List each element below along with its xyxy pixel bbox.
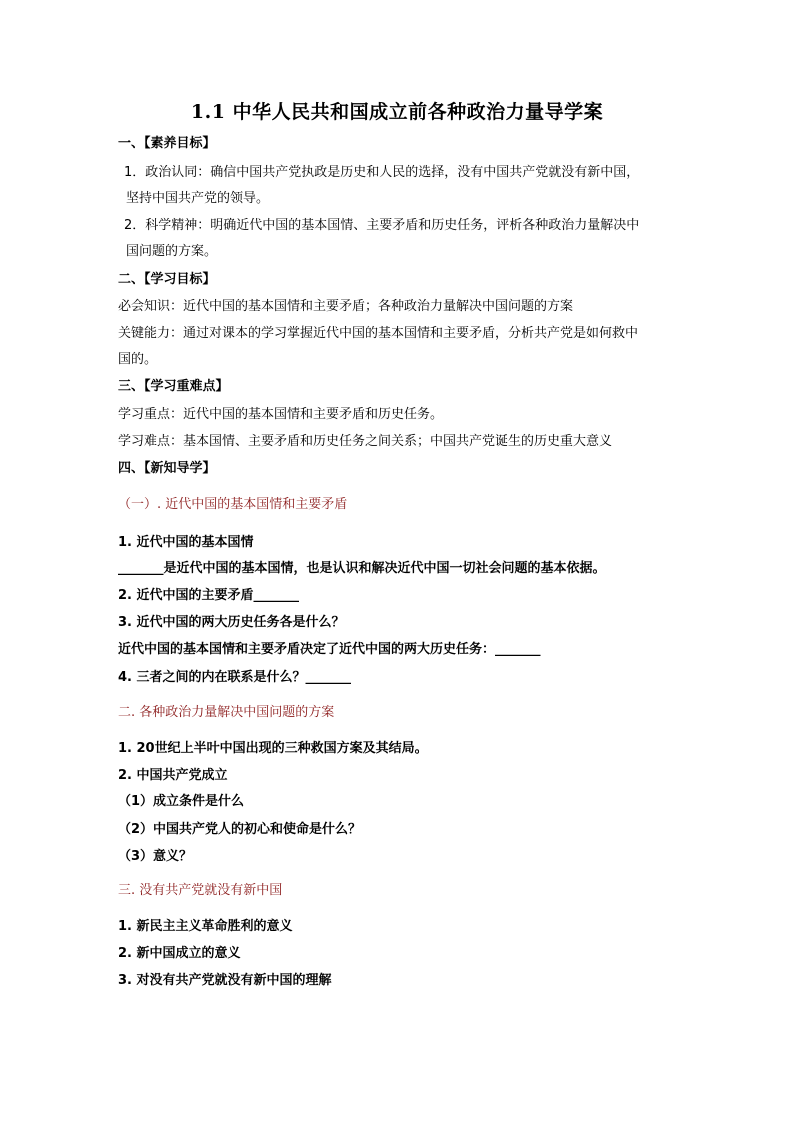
part2-question-2: 2. 中国共产党成立 bbox=[118, 768, 228, 783]
part2-question-1: 1. 20世纪上半叶中国出现的三种救国方案及其结局。 bbox=[118, 741, 428, 756]
part1-heading: （一）. 近代中国的基本国情和主要矛盾 bbox=[118, 497, 348, 512]
part1-question-1-fill: _______是近代中国的基本国情，也是认识和解决近代中国一切社会问题的基本依据。 bbox=[118, 561, 606, 576]
literacy-goal-1-line2: 坚持中国共产党的领导。 bbox=[126, 191, 270, 206]
part1-question-2: 2. 近代中国的主要矛盾_______ bbox=[118, 588, 300, 603]
part2-question-2b: （2）中国共产党人的初心和使命是什么？ bbox=[118, 822, 362, 837]
part3-question-2: 2. 新中国成立的意义 bbox=[118, 946, 241, 961]
part1-question-3-fill: 近代中国的基本国情和主要矛盾决定了近代中国的两大历史任务：_______ bbox=[118, 642, 541, 657]
part1-question-4: 4. 三者之间的内在联系是什么？_______ bbox=[118, 670, 352, 685]
part3-question-3: 3. 对没有共产党就没有新中国的理解 bbox=[118, 973, 332, 988]
page-title: 1.1 中华人民共和国成立前各种政治力量导学案 bbox=[190, 101, 604, 123]
part2-question-2c: （3）意义？ bbox=[118, 849, 193, 864]
section-heading-literacy-goals: 一、【素养目标】 bbox=[118, 136, 216, 151]
section-heading-key-points: 三、【学习重难点】 bbox=[118, 379, 229, 394]
key-point-difficulty: 学习难点：基本国情、主要矛盾和历史任务之间关系；中国共产党诞生的历史重大意义 bbox=[118, 434, 613, 449]
part2-heading: 二. 各种政治力量解决中国问题的方案 bbox=[118, 705, 335, 720]
literacy-goal-2-line2: 国问题的方案。 bbox=[126, 244, 218, 259]
key-point-focus: 学习重点：近代中国的基本国情和主要矛盾和历史任务。 bbox=[118, 407, 444, 422]
literacy-goal-2-line1: 2．科学精神：明确近代中国的基本国情、主要矛盾和历史任务，评析各种政治力量解决中 bbox=[124, 218, 640, 233]
part3-heading: 三. 没有共产党就没有新中国 bbox=[118, 883, 283, 898]
learning-goal-ability-line2: 国的。 bbox=[118, 352, 158, 367]
learning-goal-ability-line1: 关键能力：通过对课本的学习掌握近代中国的基本国情和主要矛盾，分析共产党是如何救中 bbox=[118, 326, 639, 341]
part2-question-2a: （1）成立条件是什么 bbox=[118, 794, 245, 809]
part3-question-1: 1. 新民主主义革命胜利的意义 bbox=[118, 919, 293, 934]
learning-goal-knowledge: 必会知识：近代中国的基本国情和主要矛盾；各种政治力量解决中国问题的方案 bbox=[118, 299, 574, 314]
section-heading-learning-goals: 二、【学习目标】 bbox=[118, 272, 216, 287]
section-heading-new-knowledge: 四、【新知导学】 bbox=[118, 461, 216, 476]
part1-question-3: 3. 近代中国的两大历史任务各是什么？ bbox=[118, 615, 345, 630]
literacy-goal-1-line1: 1．政治认同：确信中国共产党执政是历史和人民的选择，没有中国共产党就没有新中国， bbox=[124, 165, 640, 180]
part1-question-1: 1. 近代中国的基本国情 bbox=[118, 535, 254, 550]
